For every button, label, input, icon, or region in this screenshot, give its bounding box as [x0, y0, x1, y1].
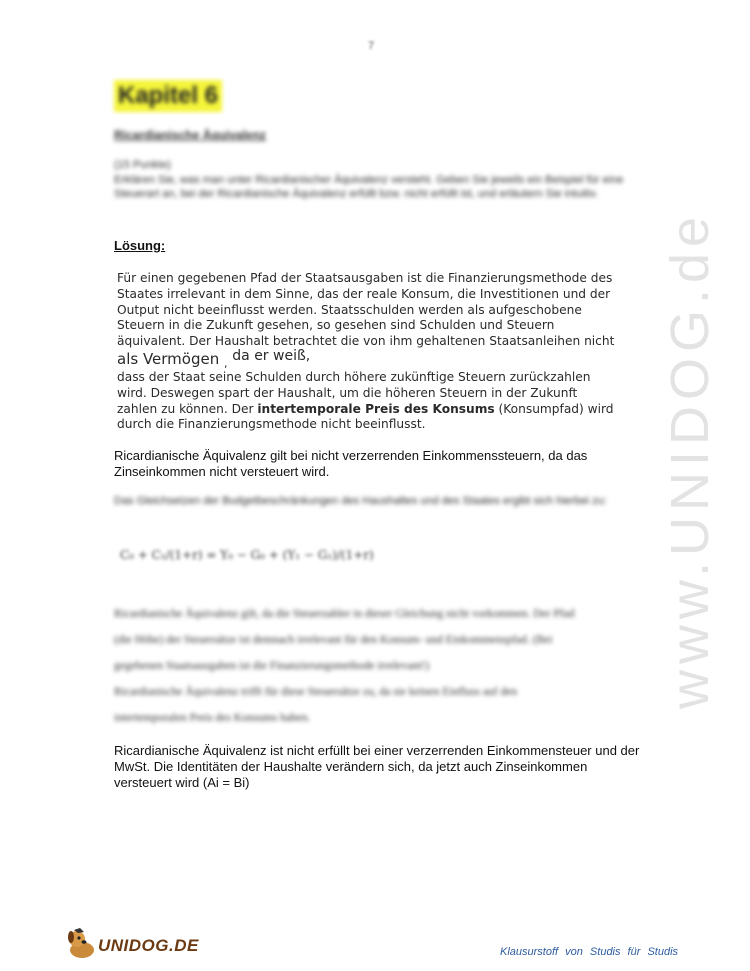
- explanation-paragraph: [114, 601, 614, 731]
- note-nondistorting-tax: Ricardianische Äquivalenz gilt bei nicht verzerrenden Einkommenssteuern, da das Zinseinkommen nicht versteuert wird.: [114, 448, 588, 479]
- solution-line: Output nicht beeinflusst werden. Staatsschulden werden als aufgeschobene: [117, 302, 582, 317]
- solution-line: dass der Staat seine Schulden durch höhere zukünftige Steuern zurückzahlen: [117, 369, 591, 384]
- chapter-title: Kapitel 6: [114, 80, 222, 112]
- explanation-line: (die Höhe) der Steuersätze ist demnach irrelevant für den Konsum- und Einkommenspfad. (Bei: [114, 634, 553, 646]
- solution-line: Staates irrelevant in dem Sinne, das der reale Konsum, die Investitionen und der: [117, 286, 611, 301]
- footer-tagline: Klausurstoff von Studis für Studis: [500, 946, 679, 958]
- vermoegen-text: als Vermögen: [117, 349, 220, 368]
- explanation-line: Ricardianische Äquivalenz trifft für diese Steuersätze zu, da sie keinen Einfluss auf den: [114, 686, 518, 698]
- task-points: (15 Punkte): [114, 159, 171, 171]
- comma: ,: [224, 356, 228, 370]
- explanation-line: Ricardianische Äquivalenz gilt, da die Steuerzahler in dieser Gleichung nicht vorkommen. Der Pfad: [114, 608, 575, 620]
- solution-text-block: [117, 271, 642, 433]
- line-post: (Konsumpfad) wird: [494, 401, 614, 416]
- unidog-logo: [66, 928, 206, 960]
- solution-line: durch die Finanzierungsmethode nicht beeinflusst.: [117, 417, 426, 432]
- solution-line-vermoegen: [117, 347, 642, 370]
- task-description: [114, 158, 634, 202]
- watermark: www.UNIDOG.de: [660, 210, 720, 710]
- task-text: Erklären Sie, was man unter Ricardianischer Äquivalenz versteht. Geben Sie jeweils ein Beispiel für eine Steuerart an, bei der Ricardianische Äquivalenz erfüllt bzw. nicht erfüllt ist, und erläutern Sie intuitiv.: [114, 173, 624, 200]
- logo-text: UNIDOG.DE: [98, 936, 199, 955]
- solution-line-emphasis: [117, 402, 642, 418]
- derivation-text: Das Gleichsetzen der Budgetbeschränkungen des Haushaltes und des Staates ergibt sich hierbei zu:: [114, 495, 607, 507]
- section-title: Ricardianische Äquivalenz: [114, 128, 267, 142]
- solution-line: äquivalent. Der Haushalt betrachtet die von ihm gehaltenen Staatsanleihen nicht: [117, 334, 615, 349]
- dog-icon: [66, 928, 100, 960]
- note-distorting-tax: Ricardianische Äquivalenz ist nicht erfüllt bei einer verzerrenden Einkommensteuer und der MwSt. Die Identitäten der Haushalte verändern sich, da jetzt auch Zinseinkommen versteuert wird (Ai = Bi): [114, 743, 640, 790]
- explanation-line: intertemporalen Preis des Konsums haben.: [114, 712, 311, 724]
- budget-formula: C₀ + C₁/(1+r) = Y₀ − G₀ + (Y₁ − G₁)/(1+r): [120, 548, 374, 562]
- page-number: 7: [368, 40, 375, 52]
- solution-line: Steuern in die Zukunft gesehen, so gesehen sind Schulden und Steuern: [117, 318, 555, 333]
- da-er-weiss: da er weiß,: [232, 347, 311, 364]
- bold-term: intertemporale Preis des Konsums: [257, 401, 495, 416]
- solution-line: Für einen gegebenen Pfad der Staatsausgaben ist die Finanzierungsmethode des: [117, 271, 613, 285]
- solution-label: Lösung:: [114, 238, 166, 253]
- solution-line: wird. Deswegen spart der Haushalt, um die höheren Steuern in der Zukunft: [117, 385, 578, 400]
- line-pre: zahlen zu können. Der: [117, 401, 258, 416]
- explanation-line: gegebenen Staatsausgaben ist die Finanzierungsmethode irrelevant!): [114, 660, 430, 672]
